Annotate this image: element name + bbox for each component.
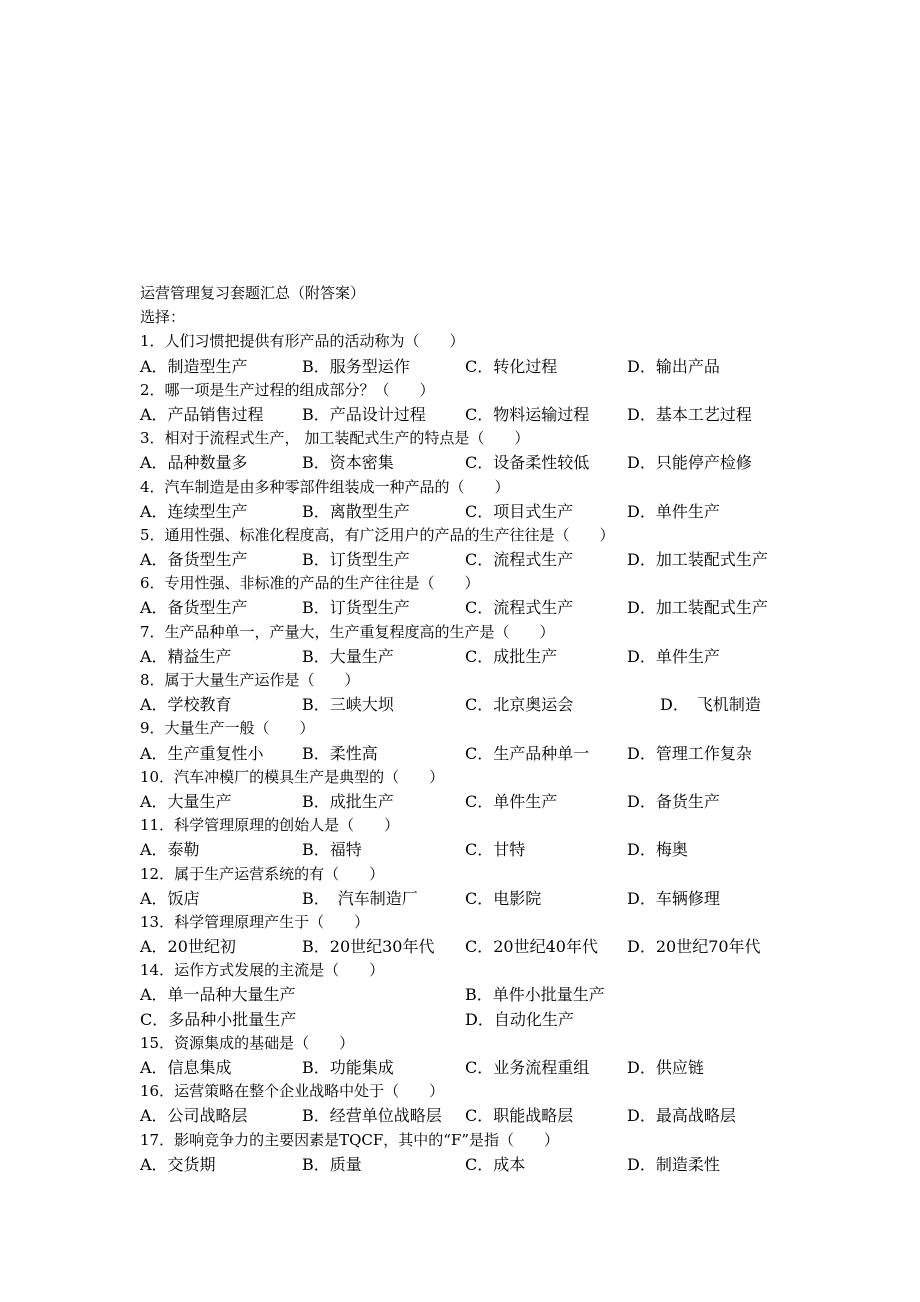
- option-d: D．加工装配式生产: [627, 598, 768, 618]
- option-a: A．信息集成: [140, 1058, 232, 1077]
- option-d: D．单件生产: [627, 646, 720, 666]
- option-c: C．成本: [465, 1154, 526, 1174]
- option-c: C．多品种小批量生产: [140, 1009, 297, 1029]
- question-13: 13．科学管理原理产生于（ ）: [140, 912, 370, 931]
- option-b: B．资本密集: [302, 453, 394, 473]
- option-a: A．备货型生产: [140, 598, 248, 618]
- option-b: B．大量生产: [302, 646, 394, 666]
- option-a: A．生产重复性小: [140, 743, 264, 763]
- options-15: [140, 1055, 800, 1079]
- option-b: B．服务型运作: [302, 356, 410, 376]
- option-b: B．经营单位战略层: [302, 1106, 442, 1126]
- option-b: B．成批生产: [302, 791, 394, 811]
- option-d: D．供应链: [627, 1058, 704, 1077]
- question-12: 12．属于生产运营系统的有（ ）: [140, 864, 385, 883]
- options-8: [140, 692, 800, 716]
- option-b: B．福特: [302, 840, 362, 860]
- option-d: D．最高战略层: [627, 1106, 736, 1126]
- question-16: 16．运营策略在整个企业战略中处于（ ）: [140, 1082, 445, 1101]
- option-a: A．泰勒: [140, 840, 200, 860]
- option-d: D．单件生产: [627, 501, 720, 521]
- option-c: C．电影院: [465, 888, 542, 908]
- options-17: [140, 1152, 800, 1176]
- options-7: [140, 644, 800, 668]
- question-1: 1．人们习惯把提供有形产品的活动称为（ ）: [140, 332, 465, 351]
- option-a: A．备货型生产: [140, 550, 248, 570]
- option-a: A．学校教育: [140, 695, 232, 715]
- option-d: D．加工装配式生产: [627, 550, 768, 570]
- options-16: [140, 1103, 800, 1127]
- options-13: [140, 934, 800, 958]
- option-c: C．转化过程: [465, 356, 558, 376]
- option-b: B．质量: [302, 1154, 362, 1174]
- options-5: [140, 547, 800, 571]
- question-5: 5．通用性强、标准化程度高，有广泛用户的产品的生产往往是（ ）: [140, 525, 615, 544]
- question-9: 9．大量生产一般（ ）: [140, 719, 315, 738]
- option-d: D．备货生产: [627, 791, 720, 811]
- option-c: C．职能战略层: [465, 1106, 574, 1126]
- question-10: 10．汽车冲模厂的模具生产是典型的（ ）: [140, 767, 445, 786]
- document-title: 运营管理复习套题汇总（附答案）: [140, 284, 366, 302]
- option-b: B．柔性高: [302, 743, 378, 763]
- question-6: 6．专用性强、非标准的产品的生产往往是（ ）: [140, 574, 480, 593]
- option-a: A．大量生产: [140, 791, 232, 811]
- option-c: C．生产品种单一: [465, 743, 590, 763]
- section-heading: 选择：: [140, 308, 186, 327]
- option-d: D．自动化生产: [465, 1009, 574, 1029]
- option-b: B．单件小批量生产: [465, 985, 605, 1005]
- option-d: D． 飞机制造: [660, 695, 761, 715]
- option-a: A．单一品种大量生产: [140, 985, 296, 1005]
- option-a: A．精益生产: [140, 646, 232, 666]
- options-2: [140, 402, 800, 426]
- option-d: D．只能停产检修: [627, 453, 752, 473]
- option-b: B．订货型生产: [302, 550, 410, 570]
- option-b: B．三峡大坝: [302, 695, 394, 715]
- question-15: 15．资源集成的基础是（ ）: [140, 1033, 355, 1052]
- option-b: B．订货型生产: [302, 598, 410, 618]
- option-a: A．公司战略层: [140, 1106, 248, 1126]
- option-a: A．连续型生产: [140, 501, 248, 521]
- options-9: [140, 741, 800, 765]
- options-1: [140, 354, 800, 378]
- question-4: 4．汽车制造是由多种零部件组装成一种产品的（ ）: [140, 477, 510, 496]
- option-c: C．项目式生产: [465, 501, 574, 521]
- option-c: C．20世纪40年代: [465, 937, 598, 957]
- option-d: D．车辆修理: [627, 888, 720, 908]
- options-11: [140, 837, 800, 861]
- option-d: D．梅奥: [627, 840, 688, 860]
- option-d: D．基本工艺过程: [627, 404, 752, 424]
- option-c: C．设备柔性较低: [465, 453, 590, 473]
- question-8: 8．属于大量生产运作是（ ）: [140, 671, 360, 689]
- question-14: 14．运作方式发展的主流是（ ）: [140, 961, 385, 980]
- option-b: B．20世纪30年代: [302, 937, 435, 957]
- option-d: D．输出产品: [627, 356, 720, 376]
- option-c: C．物料运输过程: [465, 404, 590, 424]
- option-b: B． 汽车制造厂: [302, 888, 418, 908]
- option-a: A．交货期: [140, 1154, 216, 1174]
- option-d: D．制造柔性: [627, 1154, 720, 1174]
- option-b: B．产品设计过程: [302, 404, 426, 424]
- question-7: 7．生产品种单一，产量大，生产重复程度高的生产是（ ）: [140, 622, 555, 641]
- option-a: A．产品销售过程: [140, 404, 264, 424]
- option-b: B．功能集成: [302, 1058, 394, 1077]
- options-12: [140, 886, 800, 910]
- question-17: 17．影响竞争力的主要因素是TQCF，其中的“F”是指（ ）: [140, 1130, 560, 1149]
- question-2: 2．哪一项是生产过程的组成部分？（ ）: [140, 380, 435, 399]
- option-a: A．饭店: [140, 888, 200, 908]
- option-c: C．单件生产: [465, 791, 558, 811]
- option-b: B．离散型生产: [302, 501, 410, 521]
- question-3: 3．相对于流程式生产， 加工装配式生产的特点是（ ）: [140, 429, 530, 448]
- option-c: C．成批生产: [465, 646, 558, 666]
- options-14-row-2: [140, 1007, 800, 1031]
- option-d: D．20世纪70年代: [627, 937, 761, 957]
- option-c: C．北京奥运会: [465, 695, 574, 715]
- options-6: [140, 595, 800, 619]
- option-c: C．业务流程重组: [465, 1058, 590, 1077]
- option-a: A．制造型生产: [140, 356, 248, 376]
- option-a: A．品种数量多: [140, 453, 248, 473]
- option-c: C．流程式生产: [465, 550, 574, 570]
- option-d: D．管理工作复杂: [627, 743, 752, 763]
- options-14-row-1: [140, 982, 800, 1006]
- question-11: 11．科学管理原理的创始人是（ ）: [140, 816, 400, 835]
- options-4: [140, 499, 800, 523]
- option-c: C．流程式生产: [465, 598, 574, 618]
- document-page: [140, 281, 800, 1176]
- option-a: A．20世纪初: [140, 937, 236, 957]
- option-c: C．甘特: [465, 840, 526, 860]
- options-3: [140, 450, 800, 474]
- options-10: [140, 789, 800, 813]
